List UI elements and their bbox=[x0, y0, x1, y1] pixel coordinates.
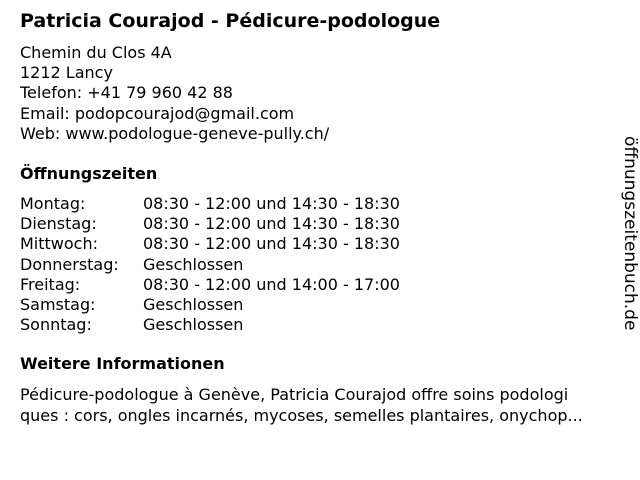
more-info-line: ques : cors, ongles incarnés, mycoses, semelles plantaires, onychop... bbox=[20, 405, 583, 425]
day-label: Sonntag: bbox=[20, 315, 92, 335]
day-label: Freitag: bbox=[20, 274, 81, 294]
more-info-heading: Weitere Informationen bbox=[20, 354, 225, 373]
day-label: Montag: bbox=[20, 194, 86, 213]
more-info-text bbox=[20, 385, 632, 426]
contact-block bbox=[20, 43, 329, 144]
address-street: Chemin du Clos 4A bbox=[20, 43, 172, 62]
address-city: 1212 Lancy bbox=[20, 63, 113, 83]
phone-line: Telefon: +41 79 960 42 88 bbox=[20, 83, 233, 103]
site-watermark: öffnungszeitenbuch.de bbox=[620, 136, 640, 331]
hours-value: 08:30 - 12:00 und 14:30 - 18:30 bbox=[143, 214, 400, 234]
hours-value: Geschlossen bbox=[143, 254, 244, 274]
hours-value: Geschlossen bbox=[143, 315, 244, 335]
hours-value: Geschlossen bbox=[143, 294, 244, 314]
hours-value: 08:30 - 12:00 und 14:30 - 18:30 bbox=[143, 194, 400, 213]
day-label: Donnerstag: bbox=[20, 254, 119, 274]
web-line: Web: www.podologue-geneve-pully.ch/ bbox=[20, 123, 330, 143]
email-line: Email: podopcourajod@gmail.com bbox=[20, 103, 295, 123]
business-title: Patricia Courajod - Pédicure-podologue bbox=[20, 10, 441, 32]
day-label: Samstag: bbox=[20, 294, 96, 314]
day-label: Dienstag: bbox=[20, 214, 97, 234]
hours-value: 08:30 - 12:00 und 14:30 - 18:30 bbox=[143, 234, 400, 254]
opening-hours-heading: Öffnungszeiten bbox=[20, 164, 158, 183]
hours-value: 08:30 - 12:00 und 14:00 - 17:00 bbox=[143, 274, 400, 294]
more-info-line: Pédicure-podologue à Genève, Patricia Courajod offre soins podologi bbox=[20, 385, 569, 404]
day-label: Mittwoch: bbox=[20, 234, 98, 254]
